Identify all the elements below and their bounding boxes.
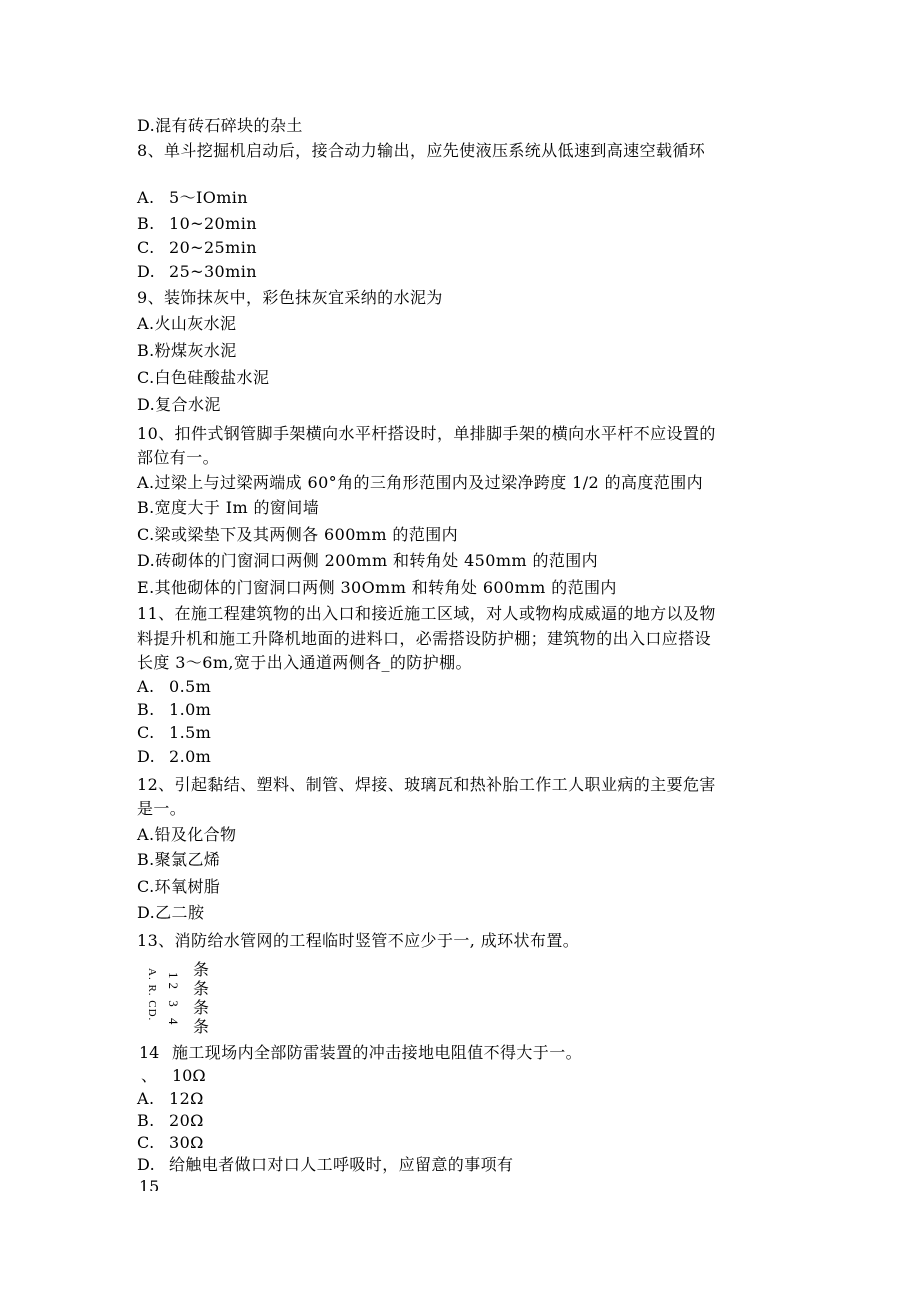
option-value: 20~25min (169, 238, 257, 257)
q8-option-d (137, 261, 257, 283)
q10-option-e: E.其他砌体的门窗洞口两侧 30Omm 和转角处 600mm 的范围内 (137, 578, 617, 597)
option-value: 30Ω (169, 1133, 204, 1152)
question-10-text-line1: 10、扣件式钢管脚手架横向水平杆搭设时，单排脚手架的横向水平杆不应设置的 (137, 424, 716, 443)
q12-option-c: C.环氧树脂 (137, 877, 221, 896)
option-label: A. (137, 1089, 155, 1108)
question-11-text-line1: 11、在施工程建筑物的出入口和接近施工区域，对人或物构成威逼的地方以及物 (137, 604, 716, 623)
q13-tiao-column (191, 960, 211, 1036)
q12-option-b: B.聚氯乙烯 (137, 850, 221, 869)
q13-rotated-option-letters: A. R. CD. (146, 968, 158, 1022)
q14-option-a (137, 1088, 204, 1110)
q12-option-d: D.乙二胺 (137, 903, 205, 922)
option-label: A. (137, 188, 155, 207)
option-label: C. (137, 238, 155, 257)
q8-option-a (137, 187, 248, 209)
q11-option-a (137, 676, 211, 698)
q13-tiao-1: 条 (192, 960, 209, 979)
option-label: B. (137, 700, 155, 719)
option-label: B. (137, 214, 155, 233)
q14-first-value: 10Ω (172, 1066, 206, 1085)
q9-option-d: D.复合水泥 (137, 395, 221, 414)
option-value: 0.5m (169, 677, 212, 696)
q11-option-c (137, 722, 211, 744)
q14-option-c (137, 1132, 204, 1154)
option-value: 2.0m (169, 747, 212, 766)
option-label: D. (137, 1155, 156, 1174)
question-11-text-line2: 料提升机和施工升降机地面的进料口，必需搭设防护棚；建筑物的出入口应搭设 (137, 629, 712, 648)
option-value: 20Ω (169, 1111, 204, 1130)
q12-option-a: A.铅及化合物 (137, 825, 237, 844)
question-15-number: 15 (139, 1177, 160, 1191)
question-9-text: 9、装饰抹灰中，彩色抹灰宜采纳的水泥为 (137, 288, 443, 307)
option-d-mixed-soil: D.混有砖石碎块的杂土 (137, 116, 303, 135)
q9-option-c: C.白色硅酸盐水泥 (137, 368, 270, 387)
q13-tiao-4: 条 (192, 1017, 209, 1036)
q10-option-d: D.砖砌体的门窗洞口两侧 200mm 和转角处 450mm 的范围内 (137, 551, 599, 570)
q9-option-a: A.火山灰水泥 (137, 314, 237, 333)
option-label: C. (137, 723, 155, 742)
q10-option-b: B.宽度大于 Im 的窗间墙 (137, 498, 320, 517)
option-value: 10~20min (169, 214, 257, 233)
q13-rotated-option-numbers: 12 3 4 (166, 972, 181, 1029)
option-value: 给触电者做口对口人工呼吸时，应留意的事项有 (169, 1155, 514, 1174)
question-14-text: 施工现场内全部防雷装置的冲击接地电阻值不得大于一。 (172, 1043, 583, 1062)
question-10-text-line2: 部位有一。 (137, 448, 220, 467)
q10-option-c: C.梁或梁垫下及其两侧各 600mm 的范围内 (137, 525, 459, 544)
q11-option-d (137, 746, 211, 768)
option-label: C. (137, 1133, 155, 1152)
question-11-text-line3: 长度 3～6m,宽于出入通道两侧各_的防护棚。 (137, 653, 472, 672)
option-label: D. (137, 262, 156, 281)
option-label: B. (137, 1111, 155, 1130)
option-label: A. (137, 677, 155, 696)
q8-option-c (137, 237, 257, 259)
option-value: 1.0m (169, 700, 212, 719)
question-14-number: 14 (139, 1043, 160, 1062)
question-14-separator: 、 (141, 1066, 158, 1085)
question-12-text-line2: 是一。 (137, 799, 187, 818)
q10-option-a: A.过梁上与过梁两端成 60°角的三角形范围内及过梁净跨度 1/2 的高度范围内 (137, 473, 704, 492)
q14-option-d (137, 1154, 513, 1176)
q13-tiao-2: 条 (192, 979, 209, 998)
option-label: D. (137, 747, 156, 766)
question-12-text-line1: 12、引起黏结、塑料、制管、焊接、玻璃瓦和热补胎工作工人职业病的主要危害 (137, 775, 716, 794)
option-value: 12Ω (169, 1089, 204, 1108)
question-8-text: 8、单斗挖掘机启动后，接合动力输出，应先使液压系统从低速到高速空载循环 (137, 141, 706, 160)
q14-option-b (137, 1110, 204, 1132)
option-value: 1.5m (169, 723, 212, 742)
q9-option-b: B.粉煤灰水泥 (137, 341, 237, 360)
q8-option-b (137, 213, 257, 235)
q13-tiao-3: 条 (192, 998, 209, 1017)
option-value: 5～IOmin (169, 188, 249, 207)
q11-option-b (137, 699, 211, 721)
option-value: 25~30min (169, 262, 257, 281)
question-13-text: 13、消防给水管网的工程临时竖管不应少于一, 成环状布置。 (137, 931, 580, 950)
